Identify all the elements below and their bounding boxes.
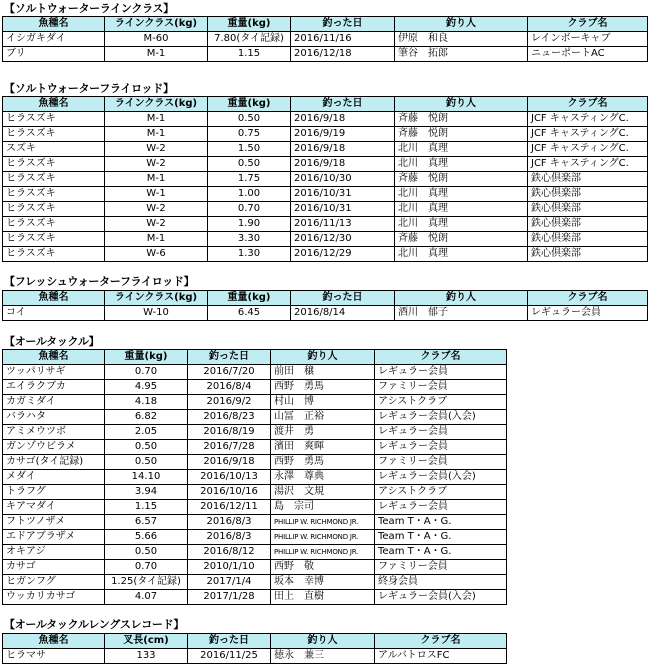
table-cell: 2016/8/3 bbox=[188, 530, 271, 545]
column-header: 釣った日 bbox=[291, 97, 395, 112]
table-row bbox=[3, 500, 507, 515]
column-header: 釣った日 bbox=[188, 350, 271, 365]
table-cell: 5.66 bbox=[105, 530, 188, 545]
table-cell: 伊原 和良 bbox=[395, 32, 528, 47]
column-header: 魚種名 bbox=[3, 17, 105, 32]
table-cell: 湯沢 文規 bbox=[271, 485, 375, 500]
table-cell: 2016/9/19 bbox=[291, 127, 395, 142]
table-cell: ガンゾウビラメ bbox=[3, 440, 105, 455]
table-row bbox=[3, 395, 507, 410]
table-cell: 0.50 bbox=[208, 112, 291, 127]
table-row bbox=[3, 530, 507, 545]
table-cell: 島 宗司 bbox=[271, 500, 375, 515]
table-row bbox=[3, 32, 648, 47]
table-cell: 田上 直樹 bbox=[271, 590, 375, 605]
table-cell: レギュラー会員 bbox=[375, 425, 507, 440]
table-cell: ヒラスズキ bbox=[3, 187, 105, 202]
table-cell: W-6 bbox=[105, 247, 208, 262]
column-header: 重量(kg) bbox=[208, 97, 291, 112]
table-cell: ブリ bbox=[3, 47, 105, 62]
table-cell: 1.15 bbox=[208, 47, 291, 62]
table-cell: 鉄心倶楽部 bbox=[528, 247, 648, 262]
table-cell: 3.94 bbox=[105, 485, 188, 500]
table-cell: ヒラスズキ bbox=[3, 232, 105, 247]
column-header: 釣り人 bbox=[395, 291, 528, 306]
table-cell: JCF キャスティングC. bbox=[528, 157, 648, 172]
section-title-saltwater-fly-rod: 【ソルトウォーターフライロッド】 bbox=[4, 82, 174, 95]
table-cell: ヒラスズキ bbox=[3, 112, 105, 127]
table-cell: 終身会員 bbox=[375, 575, 507, 590]
table-row bbox=[3, 142, 648, 157]
table-row bbox=[3, 455, 507, 470]
column-header: 釣った日 bbox=[291, 291, 395, 306]
table-cell: JCF キャスティングC. bbox=[528, 127, 648, 142]
table-cell: ヒラスズキ bbox=[3, 247, 105, 262]
table-cell: 4.95 bbox=[105, 380, 188, 395]
table-cell: M-1 bbox=[105, 47, 208, 62]
table-cell: 斉藤 悦朗 bbox=[395, 127, 528, 142]
table-cell: JCF キャスティングC. bbox=[528, 142, 648, 157]
table-cell: 2016/9/18 bbox=[291, 112, 395, 127]
table-cell: 0.75 bbox=[208, 127, 291, 142]
table-cell: 2016/10/31 bbox=[291, 187, 395, 202]
table-cell: 2016/9/18 bbox=[291, 157, 395, 172]
table-cell: 2016/11/25 bbox=[188, 649, 271, 664]
table-cell: 鉄心倶楽部 bbox=[528, 232, 648, 247]
table-row bbox=[3, 545, 507, 560]
table-cell: レインボーキャブ bbox=[528, 32, 648, 47]
column-header: 釣り人 bbox=[395, 97, 528, 112]
column-header: 重量(kg) bbox=[208, 17, 291, 32]
column-header: 魚種名 bbox=[3, 634, 105, 649]
table-row bbox=[3, 575, 507, 590]
table-cell: 2016/8/4 bbox=[188, 380, 271, 395]
table-cell: 2016/12/18 bbox=[291, 47, 395, 62]
column-header: クラブ名 bbox=[528, 97, 648, 112]
table-cell: W-2 bbox=[105, 142, 208, 157]
table-row bbox=[3, 485, 507, 500]
table-header-row bbox=[3, 17, 648, 32]
table-cell: 北川 真理 bbox=[395, 217, 528, 232]
table-cell: W-2 bbox=[105, 217, 208, 232]
table-row bbox=[3, 232, 648, 247]
table-cell: 2016/7/28 bbox=[188, 440, 271, 455]
table-row bbox=[3, 470, 507, 485]
table-cell: 斉藤 悦朗 bbox=[395, 172, 528, 187]
column-header: 魚種名 bbox=[3, 350, 105, 365]
table-cell: レギュラー会員(入会) bbox=[375, 410, 507, 425]
table-cell: トラフグ bbox=[3, 485, 105, 500]
table-cell: 2016/11/16 bbox=[291, 32, 395, 47]
table-cell: 濱田 爽暉 bbox=[271, 440, 375, 455]
table-cell: PHILLIP W. RICHMOND JR. bbox=[271, 545, 375, 560]
table-cell: W-1 bbox=[105, 187, 208, 202]
table-cell: 1.30 bbox=[208, 247, 291, 262]
table-cell: 2016/9/2 bbox=[188, 395, 271, 410]
table-cell: 渡井 勇 bbox=[271, 425, 375, 440]
table-header-row bbox=[3, 291, 648, 306]
table-cell: 6.45 bbox=[208, 306, 291, 321]
table-cell: コイ bbox=[3, 306, 105, 321]
table-cell: レギュラー会員(入会) bbox=[375, 590, 507, 605]
table-row bbox=[3, 217, 648, 232]
table-cell: アシストクラブ bbox=[375, 395, 507, 410]
table-row bbox=[3, 380, 507, 395]
table-cell: アルバトロスFC bbox=[375, 649, 507, 664]
table-header-row bbox=[3, 97, 648, 112]
table-cell: 2016/12/29 bbox=[291, 247, 395, 262]
table-cell: ヒラスズキ bbox=[3, 172, 105, 187]
table-cell: オキアジ bbox=[3, 545, 105, 560]
table-cell: W-2 bbox=[105, 202, 208, 217]
table-cell: 3.30 bbox=[208, 232, 291, 247]
table-cell: 2017/1/4 bbox=[188, 575, 271, 590]
column-header: 魚種名 bbox=[3, 291, 105, 306]
table-cell: 西野 敬 bbox=[271, 560, 375, 575]
table-row bbox=[3, 365, 507, 380]
table-cell: 2016/9/18 bbox=[188, 455, 271, 470]
table-cell: 2016/10/30 bbox=[291, 172, 395, 187]
table-cell: 133 bbox=[105, 649, 188, 664]
table-cell: 北川 真理 bbox=[395, 187, 528, 202]
column-header: 釣った日 bbox=[291, 17, 395, 32]
table-cell: M-1 bbox=[105, 172, 208, 187]
table-cell: 西野 勇馬 bbox=[271, 380, 375, 395]
table-cell: 1.75 bbox=[208, 172, 291, 187]
table-cell: レギュラー会員 bbox=[375, 440, 507, 455]
table-cell: イシガキダイ bbox=[3, 32, 105, 47]
table-cell: 0.70 bbox=[208, 202, 291, 217]
column-header: クラブ名 bbox=[528, 17, 648, 32]
table-cell: ファミリー会員 bbox=[375, 380, 507, 395]
table-cell: レギュラー会員(入会) bbox=[375, 470, 507, 485]
table-cell: ニューポートAC bbox=[528, 47, 648, 62]
table-row bbox=[3, 306, 648, 321]
table-cell: 永澤 尊典 bbox=[271, 470, 375, 485]
table-cell: ヒラマサ bbox=[3, 649, 105, 664]
column-header: ラインクラス(kg) bbox=[105, 17, 208, 32]
table-cell: レギュラー会員 bbox=[375, 365, 507, 380]
table-cell: M-1 bbox=[105, 127, 208, 142]
table-cell: 1.90 bbox=[208, 217, 291, 232]
table-cell: 4.18 bbox=[105, 395, 188, 410]
column-header: ラインクラス(kg) bbox=[105, 97, 208, 112]
table-cell: PHILLIP W. RICHMOND JR. bbox=[271, 530, 375, 545]
table-row bbox=[3, 127, 648, 142]
column-header: 釣り人 bbox=[395, 17, 528, 32]
table-row bbox=[3, 649, 507, 664]
table-cell: ヒラスズキ bbox=[3, 217, 105, 232]
table-cell: 6.82 bbox=[105, 410, 188, 425]
table-cell: 北川 真理 bbox=[395, 202, 528, 217]
table-cell: ウッカリカサゴ bbox=[3, 590, 105, 605]
table-cell: 徳永 兼三 bbox=[271, 649, 375, 664]
table-cell: 7.80(タイ記録) bbox=[208, 32, 291, 47]
table-cell: 1.15 bbox=[105, 500, 188, 515]
table-cell: 前田 穣 bbox=[271, 365, 375, 380]
table-row bbox=[3, 187, 648, 202]
table-cell: フトツノザメ bbox=[3, 515, 105, 530]
table-cell: M-60 bbox=[105, 32, 208, 47]
table-cell: 鉄心倶楽部 bbox=[528, 172, 648, 187]
table-cell: 0.70 bbox=[105, 365, 188, 380]
table-row bbox=[3, 112, 648, 127]
column-header: 魚種名 bbox=[3, 97, 105, 112]
table-cell: アミメウツボ bbox=[3, 425, 105, 440]
all-tackle-length-record-table bbox=[2, 633, 507, 664]
table-cell: 2016/8/14 bbox=[291, 306, 395, 321]
table-cell: 2016/8/3 bbox=[188, 515, 271, 530]
column-header: クラブ名 bbox=[375, 350, 507, 365]
table-cell: 2016/12/30 bbox=[291, 232, 395, 247]
table-cell: Team T・A・G. bbox=[375, 530, 507, 545]
table-row bbox=[3, 47, 648, 62]
table-row bbox=[3, 425, 507, 440]
table-cell: 北川 真理 bbox=[395, 247, 528, 262]
table-cell: 鉄心倶楽部 bbox=[528, 187, 648, 202]
column-header: 叉長(cm) bbox=[105, 634, 188, 649]
table-cell: 2.05 bbox=[105, 425, 188, 440]
table-cell: 1.00 bbox=[208, 187, 291, 202]
table-cell: 鉄心倶楽部 bbox=[528, 202, 648, 217]
table-row bbox=[3, 157, 648, 172]
table-cell: 2016/8/23 bbox=[188, 410, 271, 425]
table-cell: 2016/8/19 bbox=[188, 425, 271, 440]
column-header: 釣った日 bbox=[188, 634, 271, 649]
table-cell: 2016/10/16 bbox=[188, 485, 271, 500]
table-cell: 坂本 幸博 bbox=[271, 575, 375, 590]
table-cell: 14.10 bbox=[105, 470, 188, 485]
table-row bbox=[3, 410, 507, 425]
table-cell: 2016/12/11 bbox=[188, 500, 271, 515]
table-row bbox=[3, 590, 507, 605]
table-cell: 0.50 bbox=[105, 455, 188, 470]
table-cell: 村山 博 bbox=[271, 395, 375, 410]
table-cell: レギュラー会員 bbox=[375, 500, 507, 515]
table-cell: レギュラー会員 bbox=[528, 306, 648, 321]
table-cell: ヒラスズキ bbox=[3, 157, 105, 172]
column-header: クラブ名 bbox=[528, 291, 648, 306]
table-cell: 0.50 bbox=[208, 157, 291, 172]
column-header: クラブ名 bbox=[375, 634, 507, 649]
table-cell: ツッパリサギ bbox=[3, 365, 105, 380]
table-row bbox=[3, 247, 648, 262]
table-cell: Team T・A・G. bbox=[375, 545, 507, 560]
column-header: ラインクラス(kg) bbox=[105, 291, 208, 306]
table-cell: 0.50 bbox=[105, 440, 188, 455]
table-cell: JCF キャスティングC. bbox=[528, 112, 648, 127]
table-cell: バラハタ bbox=[3, 410, 105, 425]
table-cell: 山冨 正裕 bbox=[271, 410, 375, 425]
table-cell: ヒガンフグ bbox=[3, 575, 105, 590]
table-cell: 西野 勇馬 bbox=[271, 455, 375, 470]
table-cell: 斉藤 悦朗 bbox=[395, 232, 528, 247]
table-cell: 2016/9/18 bbox=[291, 142, 395, 157]
all-tackle-table bbox=[2, 349, 507, 605]
table-cell: PHILLIP W. RICHMOND JR. bbox=[271, 515, 375, 530]
saltwater-fly-rod-table bbox=[2, 96, 648, 262]
table-cell: カガミダイ bbox=[3, 395, 105, 410]
table-cell: エイラクブカ bbox=[3, 380, 105, 395]
table-cell: ヒラスズキ bbox=[3, 127, 105, 142]
section-title-freshwater-fly-rod: 【フレッシュウォーターフライロッド】 bbox=[4, 275, 195, 288]
table-cell: M-1 bbox=[105, 112, 208, 127]
table-row bbox=[3, 172, 648, 187]
freshwater-fly-rod-table bbox=[2, 290, 648, 321]
table-cell: 2016/10/13 bbox=[188, 470, 271, 485]
column-header: 重量(kg) bbox=[105, 350, 188, 365]
table-cell: 北川 真理 bbox=[395, 157, 528, 172]
table-row bbox=[3, 560, 507, 575]
table-cell: 4.07 bbox=[105, 590, 188, 605]
table-cell: 鉄心倶楽部 bbox=[528, 217, 648, 232]
table-cell: 2016/10/31 bbox=[291, 202, 395, 217]
table-cell: 2016/7/20 bbox=[188, 365, 271, 380]
table-cell: W-2 bbox=[105, 157, 208, 172]
table-row bbox=[3, 202, 648, 217]
table-cell: 筆谷 拓郎 bbox=[395, 47, 528, 62]
column-header: 重量(kg) bbox=[208, 291, 291, 306]
table-cell: 2010/1/10 bbox=[188, 560, 271, 575]
table-cell: 0.70 bbox=[105, 560, 188, 575]
table-cell: 斉藤 悦朗 bbox=[395, 112, 528, 127]
table-cell: 1.50 bbox=[208, 142, 291, 157]
table-cell: 6.57 bbox=[105, 515, 188, 530]
column-header: 釣り人 bbox=[271, 350, 375, 365]
table-cell: ファミリー会員 bbox=[375, 560, 507, 575]
table-cell: 2017/1/28 bbox=[188, 590, 271, 605]
saltwater-line-class-table bbox=[2, 16, 648, 62]
table-cell: エドアブラザメ bbox=[3, 530, 105, 545]
table-cell: 酒川 郁子 bbox=[395, 306, 528, 321]
section-title-all-tackle: 【オールタックル】 bbox=[4, 335, 100, 348]
table-cell: W-10 bbox=[105, 306, 208, 321]
table-cell: 北川 真理 bbox=[395, 142, 528, 157]
section-title-saltwater-line-class: 【ソルトウォーターラインクラス】 bbox=[4, 2, 174, 15]
table-header-row bbox=[3, 350, 507, 365]
table-row bbox=[3, 440, 507, 455]
table-cell: キアマダイ bbox=[3, 500, 105, 515]
section-title-all-tackle-length-record: 【オールタックルレングスレコード】 bbox=[4, 618, 185, 631]
table-cell: Team T・A・G. bbox=[375, 515, 507, 530]
table-cell: カサゴ bbox=[3, 560, 105, 575]
table-cell: 2016/11/13 bbox=[291, 217, 395, 232]
table-cell: M-1 bbox=[105, 232, 208, 247]
table-row bbox=[3, 515, 507, 530]
table-cell: ファミリー会員 bbox=[375, 455, 507, 470]
table-cell: メダイ bbox=[3, 470, 105, 485]
column-header: 釣り人 bbox=[271, 634, 375, 649]
table-cell: ヒラスズキ bbox=[3, 202, 105, 217]
table-cell: 1.25(タイ記録) bbox=[105, 575, 188, 590]
table-header-row bbox=[3, 634, 507, 649]
table-cell: 0.50 bbox=[105, 545, 188, 560]
table-cell: 2016/8/12 bbox=[188, 545, 271, 560]
table-cell: カサゴ(タイ記録) bbox=[3, 455, 105, 470]
table-cell: スズキ bbox=[3, 142, 105, 157]
table-cell: アシストクラブ bbox=[375, 485, 507, 500]
